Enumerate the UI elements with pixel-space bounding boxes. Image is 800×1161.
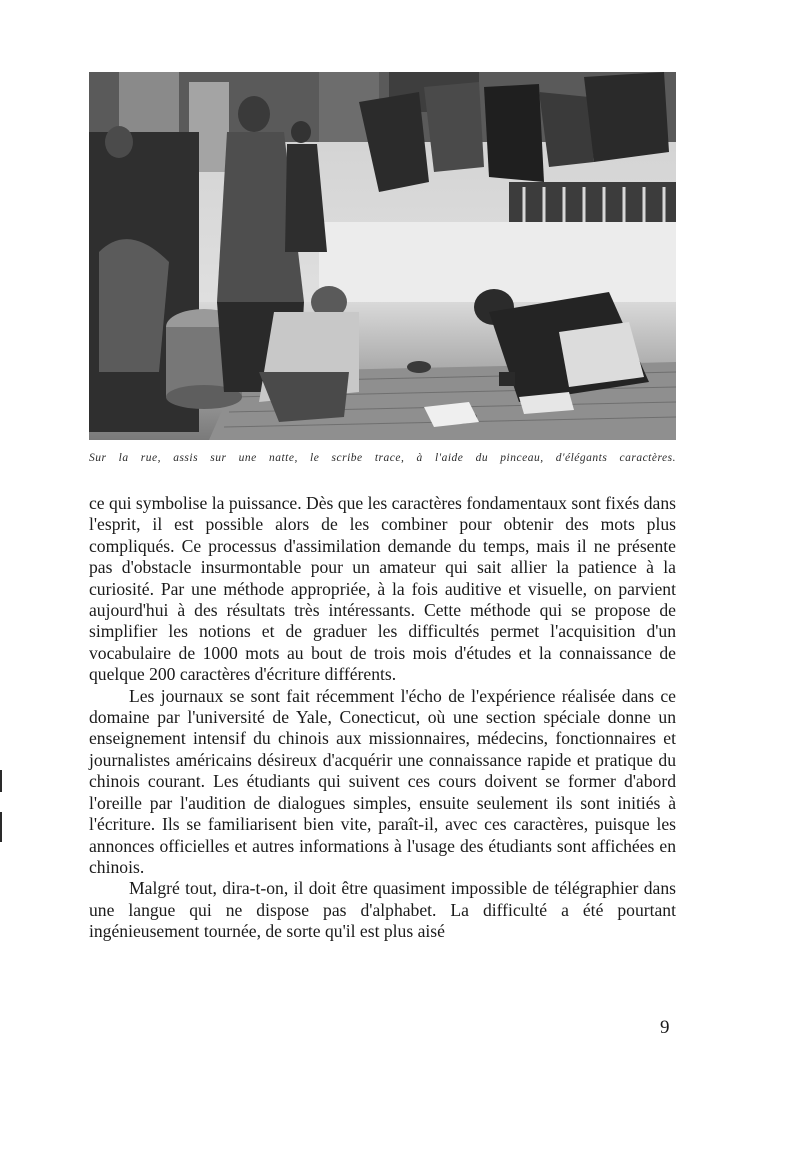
street-scribe-photo (89, 72, 676, 440)
paragraph-1: ce qui symbolise la puissance. Dès que les caractères fondamentaux sont fixés dans l'esprit, il est possible alors de les combiner pour obtenir des mots plus compliqués. Ce processus d'assimilation demande du temps, mais il ne présente pas d'obstacle insurmontable pour un amateur qui sait allier la patience à la curiosité. Par une méthode appropriée, à la fois auditive et visuelle, on parvient aujourd'hui à des résultats très intéressants. Cette méthode qui se propose de simplifier les notions et de graduer les difficultés permet l'acquisition d'un vocabulaire de 1000 mots au bout de trois mois d'études et la connaissance de quelque 200 caractères d'écriture différents. (89, 493, 676, 685)
paragraph-3: Malgré tout, dira-t-on, il doit être quasiment impossible de télégraphier dans une langue qui ne dispose pas d'alphabet. La difficulté a été pourtant ingénieusement tournée, de sorte qu'il est plus aisé (89, 878, 676, 942)
paragraph-2: Les journaux se sont fait récemment l'écho de l'expérience réalisée dans ce domaine par l'université de Yale, Conecticut, où une section spéciale donne un enseignement intensif du chinois aux missionnaires, médecins, fonctionnaires et journalistes américains désireux d'acquérir une connaissance rapide et pratique du chinois courant. Les étudiants qui suivent ces cours doivent se former d'abord l'oreille par l'audition de dialogues simples, ensuite seulement ils sont initiés à l'écriture. Ils se familiarisent bien vite, paraît-il, avec ces caractères, puisque les annonces officielles et autres informations à l'usage des étudiants sont affichées en chinois. (89, 685, 676, 877)
photo-caption: Sur la rue, assis sur une natte, le scribe trace, à l'aide du pinceau, d'élégants caractères. (89, 452, 676, 464)
photo-illustration (89, 72, 676, 440)
scan-margin-mark (0, 770, 2, 792)
scan-margin-mark (0, 812, 2, 842)
page-number: 9 (660, 1017, 670, 1038)
article-body (89, 493, 676, 943)
